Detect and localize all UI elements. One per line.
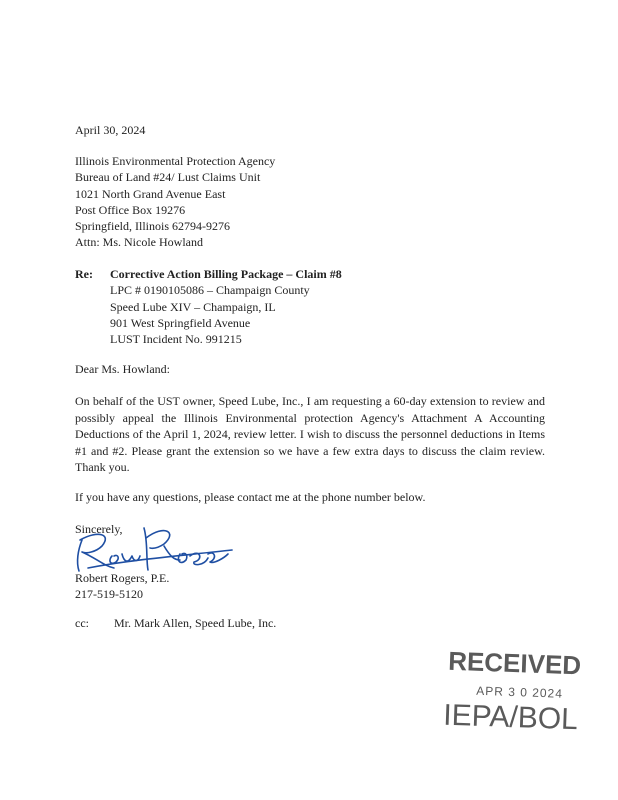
re-block (110, 266, 342, 347)
signer-name: Robert Rogers, P.E. (75, 571, 170, 585)
re-line: LPC # 0190105086 – Champaign County (110, 283, 310, 298)
questions-sentence: If you have any questions, please contact me at the phone number below. (75, 490, 426, 504)
signer-phone: 217-519-5120 (75, 587, 143, 601)
recipient-line: Post Office Box 19276 (75, 202, 186, 217)
recipient-line: Illinois Environmental Protection Agency (75, 154, 276, 168)
recipient-line: 1021 North Grand Avenue East (75, 186, 226, 201)
cc-label: cc: (75, 616, 89, 630)
recipient-line: Springfield, Illinois 62794-9276 (75, 219, 230, 234)
cc-recipient: Mr. Mark Allen, Speed Lube, Inc. (114, 616, 277, 630)
recipient-line: Attn: Ms. Nicole Howland (75, 235, 203, 250)
re-label: Re: (75, 267, 93, 281)
body-paragraph: On behalf of the UST owner, Speed Lube, Inc., I am requesting a 60-day extension to review and possibly appeal the Illinois Environmental protection Agency's Attachment A Accounting Deductions of the April 1, 2024, review letter. I wish to discuss the personnel deductions in Items #1 and #2. Please grant the extension so we have a few extra days to discuss the claim review. Thank you. (75, 394, 545, 474)
received-stamp (436, 645, 589, 750)
re-line: 901 West Springfield Avenue (110, 315, 251, 330)
handwritten-signature (68, 516, 238, 578)
re-title: Corrective Action Billing Package – Claim #8 (110, 267, 342, 281)
stamp-received-text: RECEIVED (447, 645, 582, 681)
closing: Sincerely, (75, 522, 123, 536)
salutation: Dear Ms. Howland: (75, 362, 170, 376)
re-line: LUST Incident No. 991215 (110, 332, 242, 347)
stamp-office: IEPA/BOL (442, 698, 579, 737)
recipient-address (75, 153, 275, 251)
letter-date: April 30, 2024 (75, 123, 146, 137)
stamp-date: APR 3 0 2024 (475, 683, 564, 701)
re-line: Speed Lube XIV – Champaign, IL (110, 299, 276, 314)
recipient-line: Bureau of Land #24/ Lust Claims Unit (75, 170, 261, 185)
